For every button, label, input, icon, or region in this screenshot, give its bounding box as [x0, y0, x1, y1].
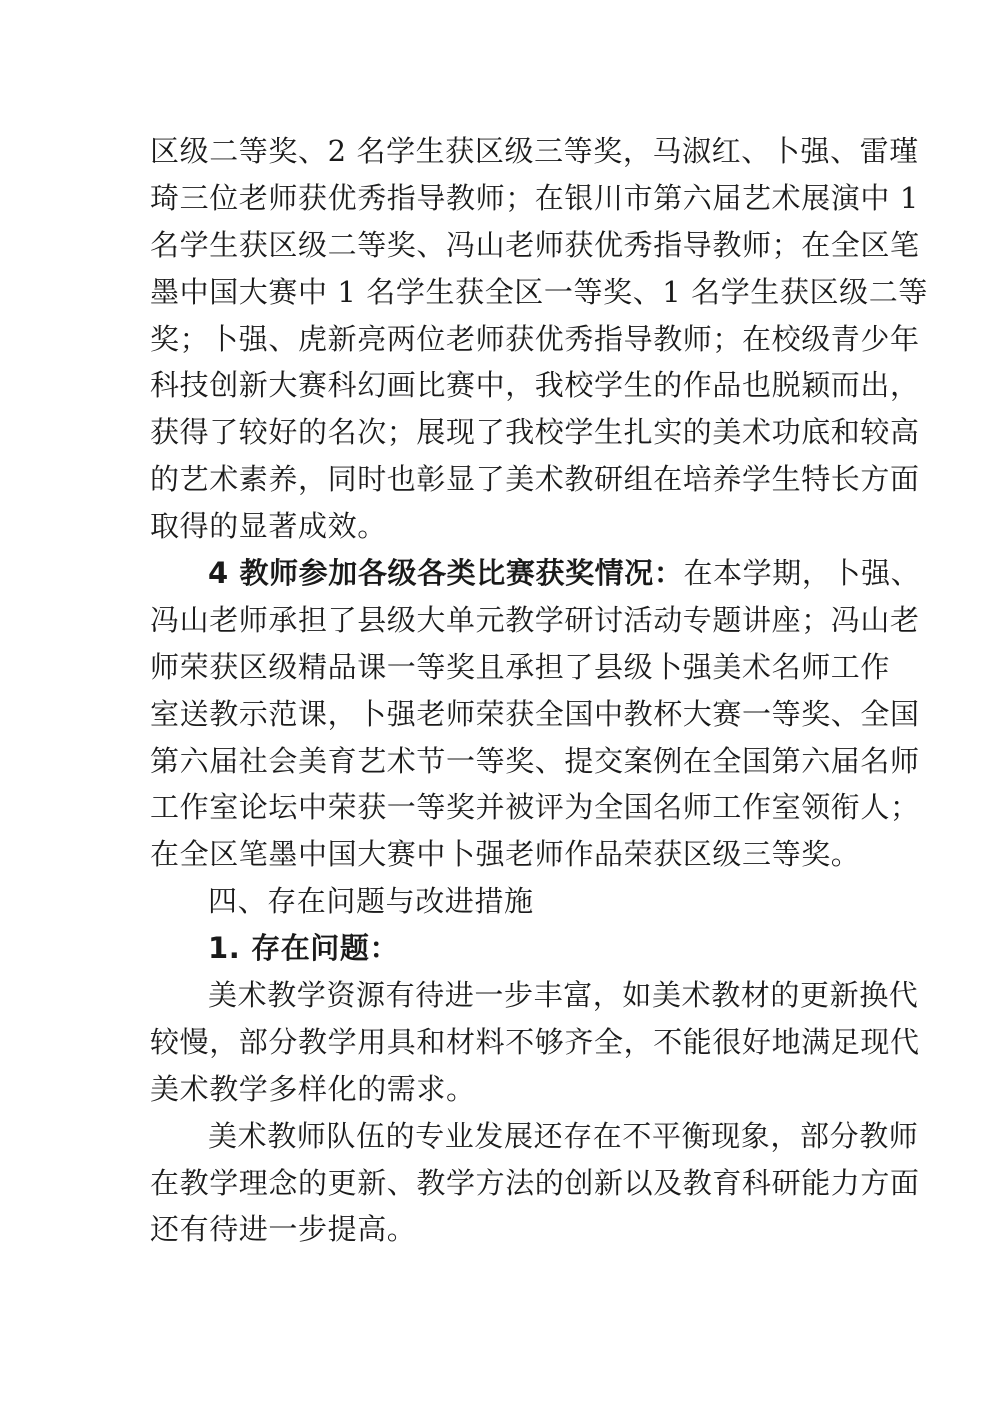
text-line: 奖；卜强、虎新亮两位老师获优秀指导教师；在校级青少年 — [150, 321, 920, 356]
text-line: 在全区笔墨中国大赛中卜强老师作品荣获区级三等奖。 — [150, 837, 861, 872]
text-line: 室送教示范课，卜强老师荣获全国中教杯大赛一等奖、全国 — [150, 696, 920, 731]
text-line: 冯山老师承担了县级大单元教学研讨活动专题讲座；冯山老 — [150, 602, 920, 637]
text-line-with-lead — [150, 550, 921, 597]
text-line: 第六届社会美育艺术节一等奖、提交案例在全国第六届名师 — [150, 743, 920, 778]
lead-line-rest: 在本学期，卜强、 — [683, 556, 921, 591]
text-line: 美术教师队伍的专业发展还存在不平衡现象，部分教师 — [208, 1118, 919, 1153]
text-line: 工作室论坛中荣获一等奖并被评为全国名师工作室领衔人； — [150, 790, 920, 825]
paragraph-problem-resources — [150, 972, 920, 1113]
text-line: 在教学理念的更新、教学方法的创新以及教育科研能力方面 — [150, 1165, 920, 1200]
paragraph-student-awards — [150, 128, 928, 550]
text-line: 美术教学多样化的需求。 — [150, 1071, 476, 1106]
text-line: 还有待进一步提高。 — [150, 1212, 417, 1247]
subsection-heading: 1. 存在问题： — [208, 931, 400, 966]
text-line: 较慢，部分教学用具和材料不够齐全，不能很好地满足现代 — [150, 1024, 920, 1059]
text-line: 名学生获区级二等奖、冯山老师获优秀指导教师；在全区笔 — [150, 227, 920, 262]
document-page — [150, 128, 928, 1253]
text-line: 墨中国大赛中 1 名学生获全区一等奖、1 名学生获区级二等 — [150, 274, 928, 309]
text-line: 科技创新大赛科幻画比赛中，我校学生的作品也脱颖而出， — [150, 368, 920, 403]
text-line: 取得的显著成效。 — [150, 509, 387, 544]
text-line: 区级二等奖、2 名学生获区级三等奖，马淑红、卜强、雷瑾 — [150, 134, 919, 168]
text-line: 琦三位老师获优秀指导教师；在银川市第六届艺术展演中 1 — [150, 180, 919, 215]
paragraph-teacher-awards — [150, 550, 921, 878]
text-line: 获得了较好的名次；展现了我校学生扎实的美术功底和较高 — [150, 415, 920, 450]
text-line: 美术教学资源有待进一步丰富，如美术教材的更新换代 — [208, 978, 919, 1013]
section-heading: 四、存在问题与改进措施 — [208, 884, 534, 919]
text-line: 师荣获区级精品课一等奖且承担了县级卜强美术名师工作 — [150, 649, 891, 684]
paragraph-problem-teachers — [150, 1113, 920, 1254]
bold-lead-heading: 4 教师参加各级各类比赛获奖情况： — [208, 556, 684, 591]
text-line: 的艺术素养，同时也彰显了美术教研组在培养学生特长方面 — [150, 462, 920, 497]
